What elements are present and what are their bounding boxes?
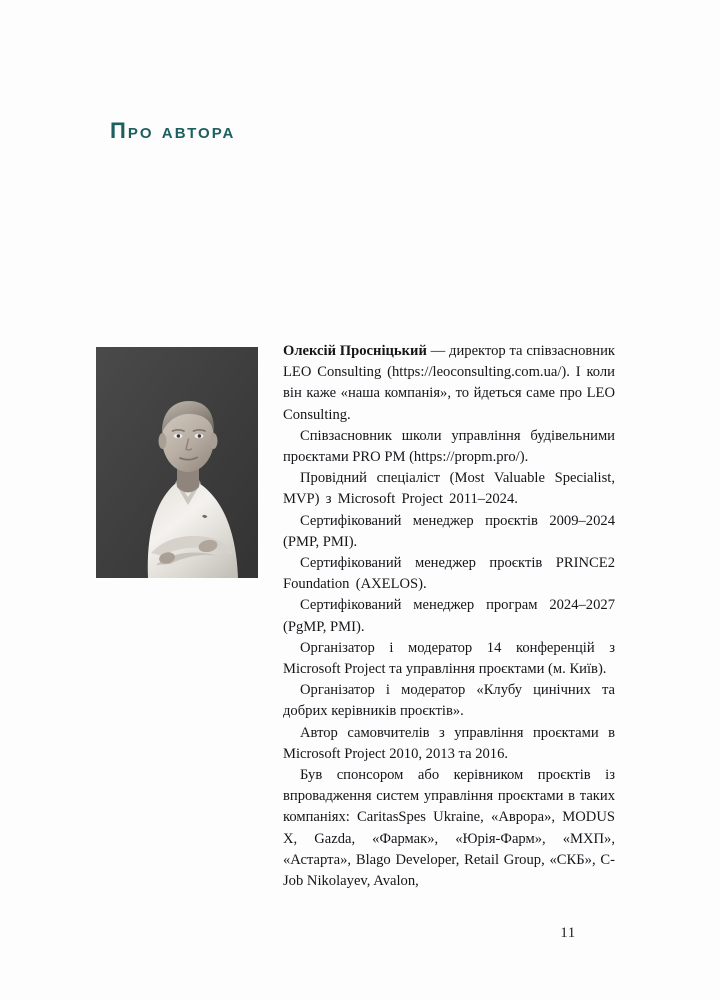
bio-paragraph-text: Організатор і модератор «Клубу цинічних та добрих керівників проєктів». (283, 682, 615, 720)
page-number-value: 11 (560, 925, 576, 941)
author-bio-text (283, 341, 615, 892)
bio-paragraph (283, 468, 615, 510)
bio-paragraph (283, 553, 615, 595)
author-name: Олексій Просніцький (283, 343, 427, 359)
bio-paragraph (283, 511, 615, 553)
bio-paragraph-text: Організатор і модератор 14 конференцій з Microsoft Project та управління проєктами (м. Київ). (283, 639, 615, 678)
bio-paragraph-text: Сертифікований менеджер проєктів 2009–2024 (PMP, PMI). (283, 512, 615, 550)
bio-paragraph-text: Сертифікований менеджер проєктів PRINCE2 Foundation (AXELOS). (283, 555, 615, 593)
author-portrait-photo (96, 347, 258, 578)
bio-paragraph (283, 765, 615, 892)
page-number (0, 925, 720, 942)
author-portrait-illustration (96, 347, 258, 578)
bio-paragraph (283, 638, 615, 680)
bio-paragraph-text: Сертифікований менеджер програм 2024–2027 (PgMP, PMI). (283, 597, 615, 635)
bio-paragraph (283, 723, 615, 765)
bio-paragraph (283, 426, 615, 468)
bio-paragraph (283, 341, 615, 426)
bio-paragraph-text: Провідний спеціаліст (Most Valuable Specialist, MVP) з Microsoft Project 2011–2024. (283, 470, 615, 508)
page-title: Про автора (110, 118, 236, 143)
bio-paragraph-text: — директор та співзасновник LEO Consulting (https://leoconsulting.com.ua/). І коли він каже «наша компанія», то йдеться саме про LEO Consulting. (283, 343, 615, 423)
bio-paragraph (283, 680, 615, 722)
bio-paragraph-text: Був спонсором або керівником проєктів із впровадження систем управління проєктами в таких компаніях: CaritasSpes Ukraine, «Аврора», MODUS X, Gazda, «Фармак», «Юрія-Фарм», «МХП», «Астарта», Blago Developer, Retail Group, «СКБ», C-Job Nikolayev, Avalon, (283, 767, 615, 890)
bio-paragraph-text: Співзасновник школи управління будівельними проєктами PRO PM (https://propm.pro/). (283, 427, 615, 466)
bio-paragraph (283, 595, 615, 637)
bio-paragraph-text: Автор самовчителів з управління проєктами в Microsoft Project 2010, 2013 та 2016. (283, 724, 615, 762)
